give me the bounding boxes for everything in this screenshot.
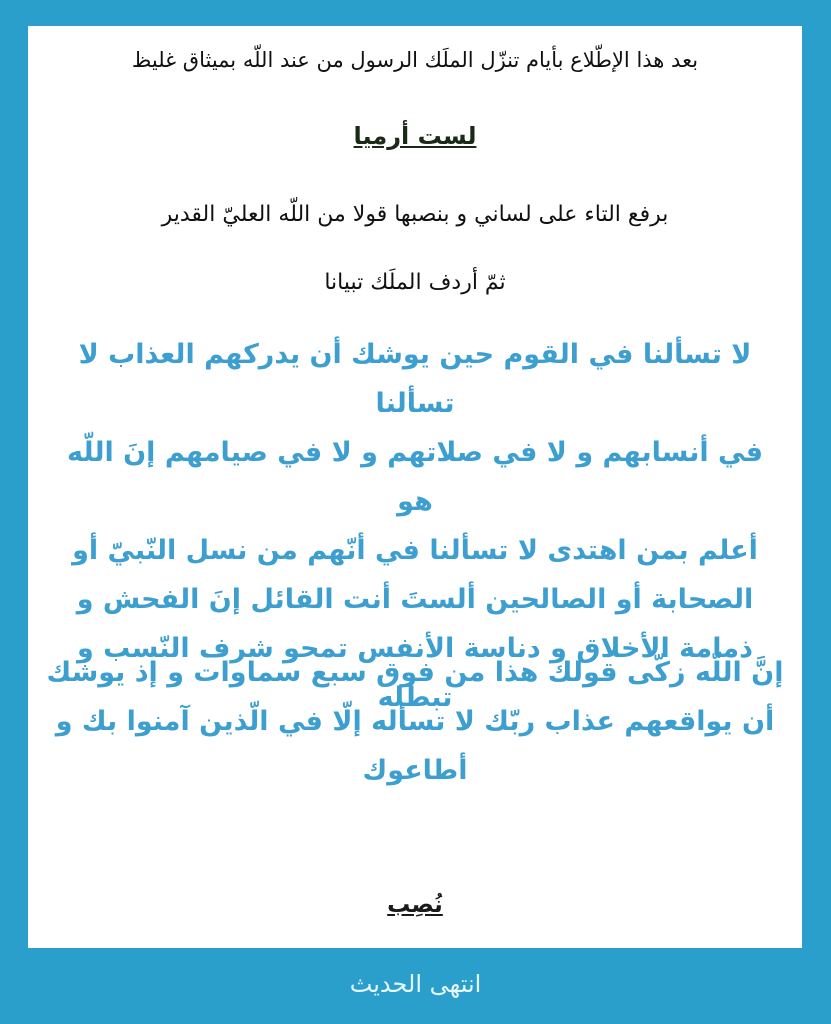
quote-line: أعلم بمن اهتدى لا تسألنا في أنّهم من نسل النّبيّ أو (72, 535, 758, 566)
quote-paragraph-2 (46, 648, 784, 795)
intro-text: بعد هذا الإطّلاع بأيام تنزّل الملَك الرسول من عند اللّه بميثاق غليظ (131, 48, 699, 72)
subtitle-line-1: برفع التاء على لساني و بنصبها قولا من اللّه العليّ القدير (161, 202, 669, 227)
document-card (28, 26, 802, 948)
quote-line: إنَّ اللّه زكّى قولك هذا من فوق سبع سماوات و إذ يوشك (46, 657, 784, 688)
quote-line: ذمامة الأخلاق و دناسة الأنفس تمحو شرف النّسب و (77, 633, 753, 664)
quote-line: أطاعوك (362, 755, 468, 786)
subtitle-line-2: ثمّ أردف الملَك تبيانا (324, 270, 506, 295)
quote-line: أن يواقعهم عذاب ربّك لا تسأله إلّا في الّذين آمنوا بك و (55, 706, 775, 737)
quote-line: في أنسابهم و لا في صلاتهم و لا في صيامهم إنَ اللّه هو (66, 437, 764, 517)
quote-line: تبطله (377, 682, 453, 713)
document-title: لست أرميا (353, 122, 477, 150)
footer-text: انتهى الحديث (349, 970, 482, 998)
quote-line: لا تسألنا في القوم حين يوشك أن يدركهم العذاب لا تسألنا (78, 339, 752, 419)
signature: نُصِب (387, 892, 443, 918)
quote-line: الصحابة أو الصالحين ألستَ أنت القائل إنَ الفحش و (76, 584, 754, 615)
